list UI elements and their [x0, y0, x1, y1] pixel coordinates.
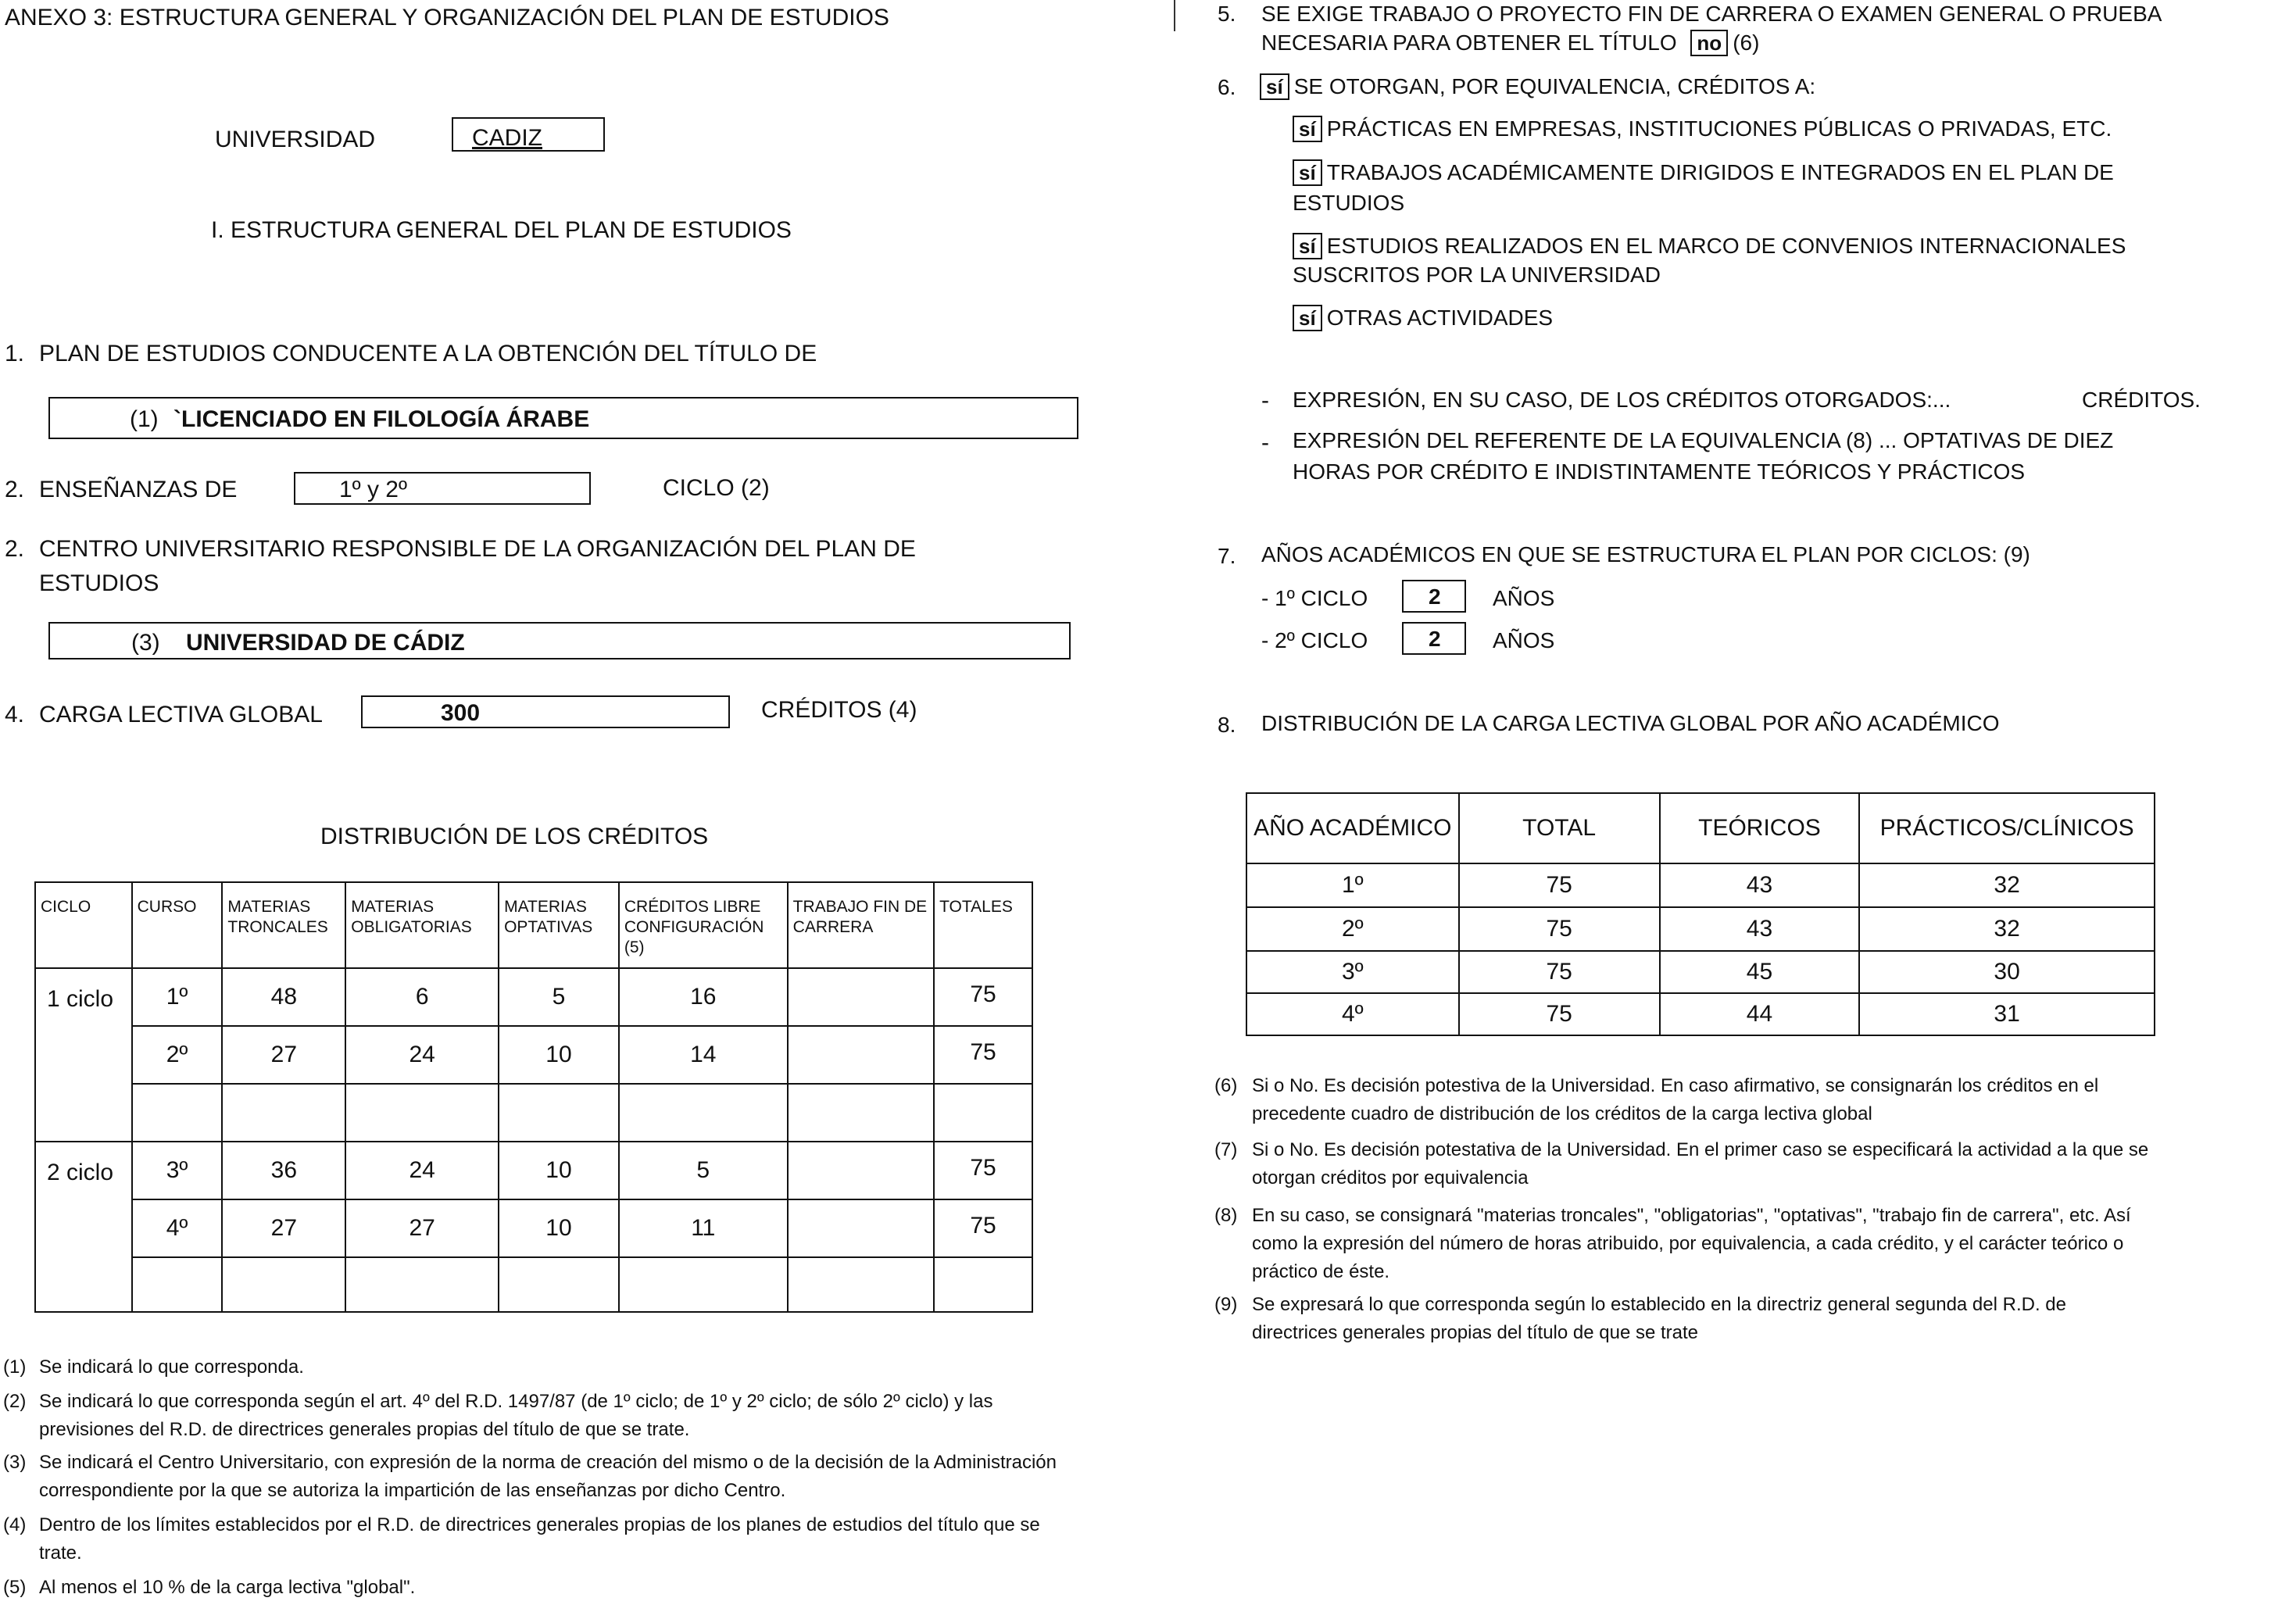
cell-libre: 14	[619, 1026, 788, 1084]
cell-curso: 2º	[132, 1026, 223, 1084]
table-row-blank	[35, 1084, 1032, 1142]
header-libre: CRÉDITOS LIBRE CONFIGURACIÓN (5)	[619, 882, 788, 968]
cell-obligatorias: 27	[345, 1199, 499, 1257]
cell-curso: 3º	[132, 1142, 223, 1199]
cell-optativas: 10	[499, 1026, 619, 1084]
cell-obligatorias: 6	[345, 968, 499, 1026]
option2-checkbox[interactable]: sí	[1293, 159, 1322, 186]
cycle2-years-unit: AÑOS	[1493, 628, 1555, 652]
header-practicos: PRÁCTICOS/CLÍNICOS	[1859, 793, 2155, 863]
item2b-line2: ESTUDIOS	[39, 570, 159, 596]
item6-option-4: sí OTRAS ACTIVIDADES	[1293, 305, 1553, 331]
item5-number: 5.	[1218, 2, 1236, 26]
cell-libre: 5	[619, 1142, 788, 1199]
header-troncales: MATERIAS TRONCALES	[222, 882, 345, 968]
item2a-number: 2.	[5, 477, 25, 502]
item6-option-3-cont: SUSCRITOS POR LA UNIVERSIDAD	[1293, 263, 1661, 287]
credits-field[interactable]	[361, 695, 730, 728]
item1-text: PLAN DE ESTUDIOS CONDUCENTE A LA OBTENCIÓN DEL TÍTULO DE	[39, 341, 817, 366]
cycle2-label: 2 ciclo	[35, 1142, 132, 1312]
table-row-blank	[35, 1257, 1032, 1312]
item6-line: sí SE OTORGAN, POR EQUIVALENCIA, CRÉDITOS A:	[1260, 73, 1815, 100]
university-field[interactable]	[452, 117, 605, 152]
credits-distribution-table	[34, 881, 1033, 1313]
header-optativas: MATERIAS OPTATIVAS	[499, 882, 619, 968]
cell-troncales: 27	[222, 1199, 345, 1257]
cycle1-years-field[interactable]: 2	[1402, 580, 1466, 613]
item6-checkbox[interactable]: sí	[1260, 73, 1289, 100]
cell-libre: 16	[619, 968, 788, 1026]
column-divider	[1174, 0, 1175, 31]
item7-text: AÑOS ACADÉMICOS EN QUE SE ESTRUCTURA EL PLAN POR CICLOS: (9)	[1261, 542, 2030, 567]
item2b-number: 2.	[5, 536, 25, 562]
table-row	[35, 968, 1032, 1026]
years-header-row	[1246, 793, 2155, 863]
cell-troncales: 48	[222, 968, 345, 1026]
university-label: UNIVERSIDAD	[215, 127, 376, 152]
item5-line2: NECESARIA PARA OBTENER EL TÍTULO no (6)	[1261, 30, 1760, 55]
cell-totales: 75	[934, 1142, 1032, 1199]
cell-trabajo	[788, 1026, 934, 1084]
item4-number: 4.	[5, 702, 25, 727]
cell-trabajo	[788, 1142, 934, 1199]
header-year: AÑO ACADÉMICO	[1246, 793, 1459, 863]
degree-title-field[interactable]	[48, 397, 1078, 439]
center-value: UNIVERSIDAD DE CÁDIZ	[186, 630, 465, 656]
cell-optativas: 10	[499, 1142, 619, 1199]
header-trabajo: TRABAJO FIN DE CARRERA	[788, 882, 934, 968]
cell-totales: 75	[934, 968, 1032, 1026]
item7-number: 7.	[1218, 544, 1236, 568]
header-total: TOTAL	[1459, 793, 1660, 863]
item1-number: 1.	[5, 341, 25, 366]
credits-header-row	[35, 882, 1032, 968]
item4-suffix: CRÉDITOS (4)	[761, 697, 917, 723]
cell-obligatorias: 24	[345, 1026, 499, 1084]
bullet-dash: -	[1261, 388, 1269, 413]
header-teoricos: TEÓRICOS	[1660, 793, 1860, 863]
degree-title-value: `LICENCIADO EN FILOLOGÍA ÁRABE	[173, 406, 590, 432]
cell-totales: 75	[934, 1026, 1032, 1084]
item6-option-3: sí ESTUDIOS REALIZADOS EN EL MARCO DE CONVENIOS INTERNACIONALES	[1293, 233, 2126, 259]
item5-checkbox[interactable]: no	[1690, 30, 1728, 56]
table-row: 2º 75 43 32	[1246, 907, 2155, 951]
years-distribution-table	[1246, 792, 2155, 1036]
cell-troncales: 27	[222, 1026, 345, 1084]
header-ciclo: CICLO	[35, 882, 132, 968]
item2b-ref: (3)	[131, 630, 160, 656]
cycle1-label: 1 ciclo	[35, 968, 132, 1142]
credits-value: 300	[441, 700, 481, 726]
item6-option-2-cont: ESTUDIOS	[1293, 191, 1405, 215]
table-row: 1º 75 43 32	[1246, 863, 2155, 907]
header-obligatorias: MATERIAS OBLIGATORIAS	[345, 882, 499, 968]
cycle2-years-field[interactable]: 2	[1402, 622, 1466, 655]
annex-title: ANEXO 3: ESTRUCTURA GENERAL Y ORGANIZACIÓN DEL PLAN DE ESTUDIOS	[5, 5, 889, 30]
cell-totales: 75	[934, 1199, 1032, 1257]
item1-ref: (1)	[130, 406, 159, 432]
item2a-suffix: CICLO (2)	[663, 475, 770, 501]
option4-checkbox[interactable]: sí	[1293, 305, 1322, 331]
table-row	[35, 1026, 1032, 1084]
cell-optativas: 10	[499, 1199, 619, 1257]
item8-number: 8.	[1218, 713, 1236, 737]
bullet1-suffix: CRÉDITOS.	[2082, 388, 2201, 412]
cycles-value: 1º y 2º	[339, 477, 407, 502]
item8-text: DISTRIBUCIÓN DE LA CARGA LECTIVA GLOBAL POR AÑO ACADÉMICO	[1261, 711, 2000, 735]
cycle2-years-label: - 2º CICLO	[1261, 628, 1368, 652]
cycles-field[interactable]	[294, 472, 591, 505]
cell-curso: 4º	[132, 1199, 223, 1257]
header-totales: TOTALES	[934, 882, 1032, 968]
bullet1-text: EXPRESIÓN, EN SU CASO, DE LOS CRÉDITOS OTORGADOS:...	[1293, 388, 1951, 412]
university-value: CADIZ	[472, 125, 542, 151]
table-row	[35, 1142, 1032, 1199]
item2b-line1: CENTRO UNIVERSITARIO RESPONSIBLE DE LA ORGANIZACIÓN DEL PLAN DE	[39, 536, 916, 562]
table-row: 3º 75 45 30	[1246, 951, 2155, 993]
center-field[interactable]	[48, 622, 1071, 659]
cycle1-years-label: - 1º CICLO	[1261, 586, 1368, 610]
section-title: I. ESTRUCTURA GENERAL DEL PLAN DE ESTUDIOS	[211, 217, 792, 243]
table-row	[35, 1199, 1032, 1257]
header-curso: CURSO	[132, 882, 223, 968]
cell-trabajo	[788, 1199, 934, 1257]
item6-number: 6.	[1218, 75, 1236, 99]
cell-optativas: 5	[499, 968, 619, 1026]
item6-option-1: sí PRÁCTICAS EN EMPRESAS, INSTITUCIONES PÚBLICAS O PRIVADAS, ETC.	[1293, 116, 2112, 142]
cycle1-years-unit: AÑOS	[1493, 586, 1555, 610]
bullet-dash: -	[1261, 430, 1269, 456]
credits-table-title: DISTRIBUCIÓN DE LOS CRÉDITOS	[320, 824, 709, 849]
cell-obligatorias: 24	[345, 1142, 499, 1199]
cell-curso: 1º	[132, 968, 223, 1026]
bullet2-line2: HORAS POR CRÉDITO E INDISTINTAMENTE TEÓRICOS Y PRÁCTICOS	[1293, 459, 2026, 484]
option3-checkbox[interactable]: sí	[1293, 233, 1322, 259]
option1-checkbox[interactable]: sí	[1293, 116, 1322, 142]
cell-libre: 11	[619, 1199, 788, 1257]
table-row: 4º 75 44 31	[1246, 993, 2155, 1035]
bullet2-line1: EXPRESIÓN DEL REFERENTE DE LA EQUIVALENCIA (8) ... OPTATIVAS DE DIEZ	[1293, 428, 2114, 452]
item4-text: CARGA LECTIVA GLOBAL	[39, 702, 323, 727]
item5-line1: SE EXIGE TRABAJO O PROYECTO FIN DE CARRERA O EXAMEN GENERAL O PRUEBA	[1261, 2, 2162, 26]
item2a-text: ENSEÑANZAS DE	[39, 477, 238, 502]
cell-trabajo	[788, 968, 934, 1026]
cell-troncales: 36	[222, 1142, 345, 1199]
item6-option-2: sí TRABAJOS ACADÉMICAMENTE DIRIGIDOS E INTEGRADOS EN EL PLAN DE	[1293, 159, 2114, 186]
